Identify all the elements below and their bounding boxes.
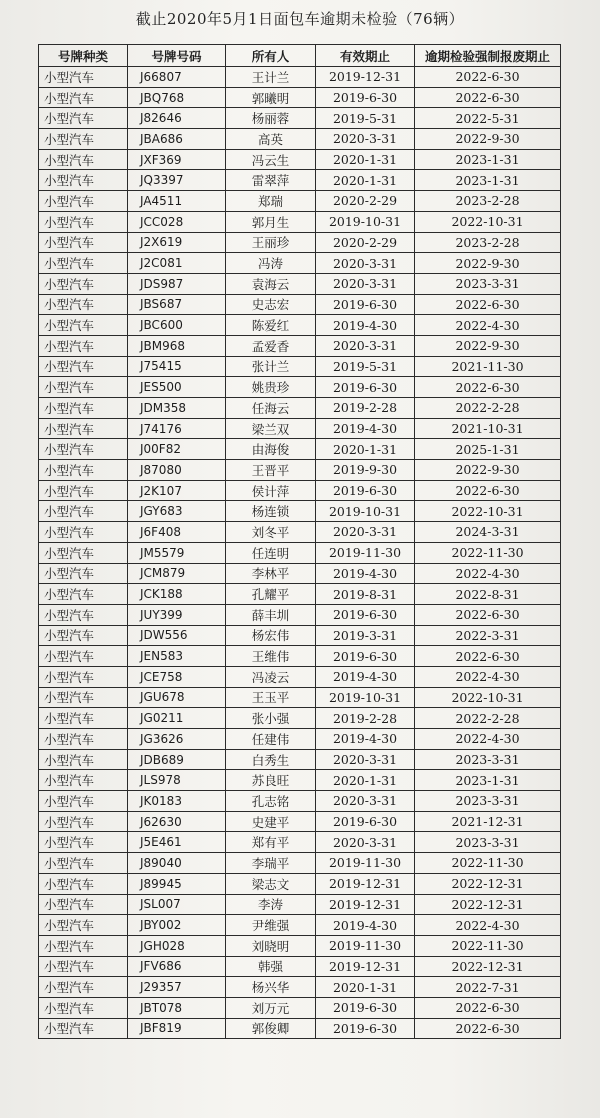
cell-scrap-deadline: 2023-2-28 [415, 191, 561, 212]
cell-valid-until: 2020-3-31 [316, 253, 415, 274]
cell-scrap-deadline: 2022-10-31 [415, 211, 561, 232]
cell-owner: 姚贵珍 [226, 377, 316, 398]
cell-owner: 雷翠萍 [226, 170, 316, 191]
cell-plate-number: JK0183 [128, 791, 226, 812]
cell-owner: 侯计萍 [226, 480, 316, 501]
cell-owner: 尹维强 [226, 915, 316, 936]
cell-plate-type: 小型汽车 [39, 191, 128, 212]
table-header-row [39, 45, 561, 67]
cell-plate-number: JBQ768 [128, 87, 226, 108]
table-row [39, 67, 561, 88]
table-row [39, 915, 561, 936]
cell-valid-until: 2020-2-29 [316, 232, 415, 253]
cell-valid-until: 2020-3-31 [316, 273, 415, 294]
cell-valid-until: 2019-5-31 [316, 356, 415, 377]
cell-plate-number: JFV686 [128, 956, 226, 977]
cell-scrap-deadline: 2022-6-30 [415, 480, 561, 501]
cell-owner: 李涛 [226, 894, 316, 915]
cell-plate-number: JGU678 [128, 687, 226, 708]
cell-owner: 王计兰 [226, 67, 316, 88]
cell-owner: 王晋平 [226, 460, 316, 481]
cell-scrap-deadline: 2022-10-31 [415, 687, 561, 708]
cell-scrap-deadline: 2022-7-31 [415, 977, 561, 998]
document-title: 截止2020年5月1日面包车逾期未检验（76辆） [135, 10, 465, 28]
cell-scrap-deadline: 2023-3-31 [415, 273, 561, 294]
cell-owner: 刘冬平 [226, 522, 316, 543]
cell-scrap-deadline: 2022-11-30 [415, 542, 561, 563]
table-row [39, 315, 561, 336]
cell-owner: 郭曦明 [226, 87, 316, 108]
cell-scrap-deadline: 2022-2-28 [415, 708, 561, 729]
cell-plate-type: 小型汽车 [39, 625, 128, 646]
cell-valid-until: 2020-1-31 [316, 149, 415, 170]
cell-scrap-deadline: 2022-6-30 [415, 294, 561, 315]
cell-plate-number: J75415 [128, 356, 226, 377]
cell-owner: 由海俊 [226, 439, 316, 460]
cell-scrap-deadline: 2022-4-30 [415, 915, 561, 936]
cell-plate-type: 小型汽车 [39, 542, 128, 563]
table-row [39, 687, 561, 708]
cell-plate-number: JGH028 [128, 935, 226, 956]
table-row [39, 749, 561, 770]
cell-valid-until: 2019-4-30 [316, 666, 415, 687]
cell-plate-type: 小型汽车 [39, 646, 128, 667]
table-row [39, 563, 561, 584]
cell-plate-type: 小型汽车 [39, 687, 128, 708]
cell-plate-type: 小型汽车 [39, 894, 128, 915]
cell-scrap-deadline: 2022-4-30 [415, 315, 561, 336]
cell-plate-number: J2C081 [128, 253, 226, 274]
cell-owner: 郭俊卿 [226, 1018, 316, 1039]
cell-plate-type: 小型汽车 [39, 873, 128, 894]
cell-plate-number: J29357 [128, 977, 226, 998]
cell-valid-until: 2019-6-30 [316, 604, 415, 625]
cell-owner: 冯云生 [226, 149, 316, 170]
cell-plate-number: JDW556 [128, 625, 226, 646]
cell-plate-number: JCE758 [128, 666, 226, 687]
table-row [39, 439, 561, 460]
cell-plate-type: 小型汽车 [39, 273, 128, 294]
cell-plate-type: 小型汽车 [39, 956, 128, 977]
cell-scrap-deadline: 2022-9-30 [415, 129, 561, 150]
cell-plate-type: 小型汽车 [39, 977, 128, 998]
cell-plate-type: 小型汽车 [39, 211, 128, 232]
cell-plate-number: JLS978 [128, 770, 226, 791]
cell-scrap-deadline: 2023-2-28 [415, 232, 561, 253]
vehicle-table [38, 44, 561, 1039]
cell-plate-type: 小型汽车 [39, 356, 128, 377]
cell-plate-type: 小型汽车 [39, 915, 128, 936]
cell-plate-number: J00F82 [128, 439, 226, 460]
table-row [39, 129, 561, 150]
cell-plate-number: JUY399 [128, 604, 226, 625]
cell-valid-until: 2019-6-30 [316, 997, 415, 1018]
cell-owner: 刘晓明 [226, 935, 316, 956]
table-row [39, 418, 561, 439]
table-row [39, 873, 561, 894]
cell-valid-until: 2020-3-31 [316, 522, 415, 543]
cell-scrap-deadline: 2022-6-30 [415, 1018, 561, 1039]
cell-owner: 郑有平 [226, 832, 316, 853]
cell-scrap-deadline: 2022-6-30 [415, 646, 561, 667]
cell-plate-type: 小型汽车 [39, 377, 128, 398]
cell-valid-until: 2019-10-31 [316, 501, 415, 522]
cell-valid-until: 2020-1-31 [316, 977, 415, 998]
cell-scrap-deadline: 2022-6-30 [415, 67, 561, 88]
table-row [39, 542, 561, 563]
cell-plate-number: J2X619 [128, 232, 226, 253]
cell-plate-type: 小型汽车 [39, 418, 128, 439]
cell-scrap-deadline: 2023-3-31 [415, 832, 561, 853]
cell-owner: 李瑞平 [226, 853, 316, 874]
cell-owner: 韩强 [226, 956, 316, 977]
cell-plate-number: JG3626 [128, 729, 226, 750]
table-row [39, 460, 561, 481]
cell-plate-type: 小型汽车 [39, 770, 128, 791]
cell-plate-number: JBM968 [128, 335, 226, 356]
cell-owner: 陈爱红 [226, 315, 316, 336]
cell-owner: 高英 [226, 129, 316, 150]
cell-plate-type: 小型汽车 [39, 811, 128, 832]
table-row [39, 356, 561, 377]
cell-scrap-deadline: 2022-12-31 [415, 894, 561, 915]
cell-plate-type: 小型汽车 [39, 294, 128, 315]
cell-plate-number: J89945 [128, 873, 226, 894]
cell-valid-until: 2019-2-28 [316, 708, 415, 729]
cell-plate-type: 小型汽车 [39, 108, 128, 129]
cell-plate-number: JA4511 [128, 191, 226, 212]
cell-owner: 梁兰双 [226, 418, 316, 439]
cell-plate-number: J6F408 [128, 522, 226, 543]
cell-plate-type: 小型汽车 [39, 439, 128, 460]
cell-plate-number: JBT078 [128, 997, 226, 1018]
cell-plate-type: 小型汽车 [39, 832, 128, 853]
cell-plate-type: 小型汽车 [39, 335, 128, 356]
cell-plate-type: 小型汽车 [39, 253, 128, 274]
cell-plate-type: 小型汽车 [39, 129, 128, 150]
header-valid-until: 有效期止 [316, 45, 415, 67]
cell-plate-type: 小型汽车 [39, 666, 128, 687]
cell-scrap-deadline: 2022-11-30 [415, 853, 561, 874]
table-row [39, 253, 561, 274]
cell-scrap-deadline: 2023-1-31 [415, 770, 561, 791]
cell-owner: 郑瑞 [226, 191, 316, 212]
cell-plate-number: JCM879 [128, 563, 226, 584]
cell-plate-number: JDM358 [128, 398, 226, 419]
table-row [39, 811, 561, 832]
cell-plate-type: 小型汽车 [39, 501, 128, 522]
cell-owner: 薛丰圳 [226, 604, 316, 625]
cell-owner: 杨丽蓉 [226, 108, 316, 129]
cell-scrap-deadline: 2022-3-31 [415, 625, 561, 646]
cell-valid-until: 2019-11-30 [316, 935, 415, 956]
cell-plate-number: J66807 [128, 67, 226, 88]
cell-scrap-deadline: 2023-1-31 [415, 149, 561, 170]
cell-valid-until: 2020-3-31 [316, 335, 415, 356]
cell-plate-number: JBS687 [128, 294, 226, 315]
cell-valid-until: 2019-12-31 [316, 67, 415, 88]
cell-owner: 史建平 [226, 811, 316, 832]
cell-plate-type: 小型汽车 [39, 67, 128, 88]
cell-plate-number: JBF819 [128, 1018, 226, 1039]
cell-scrap-deadline: 2023-3-31 [415, 749, 561, 770]
cell-plate-number: J89040 [128, 853, 226, 874]
table-row [39, 501, 561, 522]
cell-owner: 孟爱香 [226, 335, 316, 356]
cell-plate-type: 小型汽车 [39, 232, 128, 253]
cell-valid-until: 2020-3-31 [316, 791, 415, 812]
table-row [39, 853, 561, 874]
cell-valid-until: 2019-4-30 [316, 729, 415, 750]
cell-plate-number: JEN583 [128, 646, 226, 667]
cell-scrap-deadline: 2022-8-31 [415, 584, 561, 605]
cell-plate-number: JCC028 [128, 211, 226, 232]
cell-owner: 张计兰 [226, 356, 316, 377]
cell-valid-until: 2019-4-30 [316, 418, 415, 439]
cell-plate-type: 小型汽车 [39, 522, 128, 543]
cell-owner: 杨兴华 [226, 977, 316, 998]
cell-plate-type: 小型汽车 [39, 398, 128, 419]
header-plate-type: 号牌种类 [39, 45, 128, 67]
cell-owner: 梁志文 [226, 873, 316, 894]
cell-valid-until: 2020-3-31 [316, 749, 415, 770]
cell-valid-until: 2019-2-28 [316, 398, 415, 419]
cell-plate-number: JES500 [128, 377, 226, 398]
cell-scrap-deadline: 2024-3-31 [415, 522, 561, 543]
cell-plate-type: 小型汽车 [39, 87, 128, 108]
cell-valid-until: 2019-6-30 [316, 87, 415, 108]
cell-valid-until: 2019-12-31 [316, 894, 415, 915]
cell-owner: 王丽珍 [226, 232, 316, 253]
table-row [39, 522, 561, 543]
cell-valid-until: 2020-1-31 [316, 770, 415, 791]
table-row [39, 625, 561, 646]
table-row [39, 977, 561, 998]
table-row [39, 1018, 561, 1039]
table-row [39, 170, 561, 191]
cell-owner: 苏良旺 [226, 770, 316, 791]
cell-plate-number: JQ3397 [128, 170, 226, 191]
cell-plate-number: J82646 [128, 108, 226, 129]
cell-plate-number: J5E461 [128, 832, 226, 853]
cell-owner: 孔耀平 [226, 584, 316, 605]
cell-plate-number: J87080 [128, 460, 226, 481]
table-row [39, 108, 561, 129]
cell-plate-number: JXF369 [128, 149, 226, 170]
table-row [39, 604, 561, 625]
table-row [39, 729, 561, 750]
cell-scrap-deadline: 2022-9-30 [415, 335, 561, 356]
cell-owner: 王玉平 [226, 687, 316, 708]
cell-plate-type: 小型汽车 [39, 708, 128, 729]
cell-plate-type: 小型汽车 [39, 315, 128, 336]
cell-plate-number: J2K107 [128, 480, 226, 501]
table-row [39, 232, 561, 253]
table-row [39, 335, 561, 356]
cell-owner: 白秀生 [226, 749, 316, 770]
cell-plate-number: JBA686 [128, 129, 226, 150]
cell-valid-until: 2019-6-30 [316, 377, 415, 398]
cell-scrap-deadline: 2022-4-30 [415, 666, 561, 687]
cell-owner: 王维伟 [226, 646, 316, 667]
cell-valid-until: 2019-8-31 [316, 584, 415, 605]
cell-plate-type: 小型汽车 [39, 480, 128, 501]
cell-plate-number: J74176 [128, 418, 226, 439]
cell-plate-type: 小型汽车 [39, 729, 128, 750]
cell-plate-type: 小型汽车 [39, 997, 128, 1018]
cell-plate-number: JDS987 [128, 273, 226, 294]
cell-plate-type: 小型汽车 [39, 791, 128, 812]
table-row [39, 584, 561, 605]
cell-plate-type: 小型汽车 [39, 584, 128, 605]
table-row [39, 273, 561, 294]
cell-valid-until: 2019-5-31 [316, 108, 415, 129]
cell-owner: 任连明 [226, 542, 316, 563]
cell-valid-until: 2019-11-30 [316, 542, 415, 563]
table-body [39, 67, 561, 1039]
cell-valid-until: 2019-6-30 [316, 811, 415, 832]
table-row [39, 956, 561, 977]
cell-valid-until: 2019-4-30 [316, 315, 415, 336]
cell-scrap-deadline: 2022-6-30 [415, 997, 561, 1018]
table-row [39, 646, 561, 667]
cell-plate-number: JCK188 [128, 584, 226, 605]
cell-scrap-deadline: 2022-4-30 [415, 729, 561, 750]
cell-owner: 任建伟 [226, 729, 316, 750]
cell-valid-until: 2019-4-30 [316, 915, 415, 936]
cell-plate-number: JBC600 [128, 315, 226, 336]
cell-valid-until: 2020-3-31 [316, 129, 415, 150]
cell-scrap-deadline: 2021-10-31 [415, 418, 561, 439]
table-row [39, 666, 561, 687]
table-row [39, 191, 561, 212]
cell-valid-until: 2019-6-30 [316, 480, 415, 501]
table-row [39, 791, 561, 812]
cell-valid-until: 2019-9-30 [316, 460, 415, 481]
table-row [39, 770, 561, 791]
cell-plate-number: JBY002 [128, 915, 226, 936]
cell-scrap-deadline: 2022-2-28 [415, 398, 561, 419]
cell-valid-until: 2019-6-30 [316, 294, 415, 315]
table-row [39, 832, 561, 853]
cell-owner: 史志宏 [226, 294, 316, 315]
cell-owner: 刘万元 [226, 997, 316, 1018]
cell-scrap-deadline: 2022-9-30 [415, 253, 561, 274]
cell-valid-until: 2020-1-31 [316, 439, 415, 460]
cell-scrap-deadline: 2022-6-30 [415, 604, 561, 625]
cell-plate-number: JM5579 [128, 542, 226, 563]
cell-plate-type: 小型汽车 [39, 935, 128, 956]
table-row [39, 149, 561, 170]
cell-owner: 张小强 [226, 708, 316, 729]
table-row [39, 398, 561, 419]
cell-plate-type: 小型汽车 [39, 563, 128, 584]
header-scrap-deadline: 逾期检验强制报废期止 [415, 45, 561, 67]
cell-scrap-deadline: 2022-6-30 [415, 87, 561, 108]
table-row [39, 377, 561, 398]
cell-plate-type: 小型汽车 [39, 149, 128, 170]
cell-valid-until: 2019-4-30 [316, 563, 415, 584]
cell-plate-number: J62630 [128, 811, 226, 832]
cell-valid-until: 2019-10-31 [316, 211, 415, 232]
cell-owner: 李林平 [226, 563, 316, 584]
cell-plate-number: JDB689 [128, 749, 226, 770]
cell-owner: 郭月生 [226, 211, 316, 232]
table-row [39, 935, 561, 956]
cell-plate-type: 小型汽车 [39, 170, 128, 191]
cell-plate-type: 小型汽车 [39, 749, 128, 770]
cell-owner: 杨宏伟 [226, 625, 316, 646]
table-row [39, 894, 561, 915]
cell-plate-type: 小型汽车 [39, 460, 128, 481]
cell-scrap-deadline: 2022-10-31 [415, 501, 561, 522]
cell-scrap-deadline: 2021-12-31 [415, 811, 561, 832]
cell-scrap-deadline: 2022-6-30 [415, 377, 561, 398]
cell-scrap-deadline: 2022-4-30 [415, 563, 561, 584]
table-row [39, 997, 561, 1018]
cell-scrap-deadline: 2022-12-31 [415, 873, 561, 894]
cell-scrap-deadline: 2022-5-31 [415, 108, 561, 129]
cell-valid-until: 2019-10-31 [316, 687, 415, 708]
cell-plate-type: 小型汽车 [39, 604, 128, 625]
cell-plate-type: 小型汽车 [39, 1018, 128, 1039]
cell-plate-number: JG0211 [128, 708, 226, 729]
cell-valid-until: 2019-11-30 [316, 853, 415, 874]
table-row [39, 708, 561, 729]
cell-scrap-deadline: 2022-9-30 [415, 460, 561, 481]
cell-valid-until: 2020-1-31 [316, 170, 415, 191]
header-plate-number: 号牌号码 [128, 45, 226, 67]
cell-valid-until: 2019-3-31 [316, 625, 415, 646]
cell-valid-until: 2020-3-31 [316, 832, 415, 853]
cell-scrap-deadline: 2022-11-30 [415, 935, 561, 956]
table-row [39, 480, 561, 501]
table-row [39, 211, 561, 232]
cell-plate-type: 小型汽车 [39, 853, 128, 874]
cell-scrap-deadline: 2022-12-31 [415, 956, 561, 977]
cell-plate-number: JGY683 [128, 501, 226, 522]
cell-owner: 杨连锁 [226, 501, 316, 522]
cell-plate-number: JSL007 [128, 894, 226, 915]
cell-owner: 冯凌云 [226, 666, 316, 687]
cell-valid-until: 2020-2-29 [316, 191, 415, 212]
cell-valid-until: 2019-12-31 [316, 956, 415, 977]
cell-scrap-deadline: 2023-3-31 [415, 791, 561, 812]
cell-valid-until: 2019-6-30 [316, 646, 415, 667]
cell-scrap-deadline: 2021-11-30 [415, 356, 561, 377]
cell-valid-until: 2019-6-30 [316, 1018, 415, 1039]
table-row [39, 294, 561, 315]
cell-valid-until: 2019-12-31 [316, 873, 415, 894]
cell-owner: 冯涛 [226, 253, 316, 274]
cell-owner: 任海云 [226, 398, 316, 419]
cell-owner: 袁海云 [226, 273, 316, 294]
cell-owner: 孔志铭 [226, 791, 316, 812]
header-owner: 所有人 [226, 45, 316, 67]
table-row [39, 87, 561, 108]
cell-scrap-deadline: 2025-1-31 [415, 439, 561, 460]
cell-scrap-deadline: 2023-1-31 [415, 170, 561, 191]
